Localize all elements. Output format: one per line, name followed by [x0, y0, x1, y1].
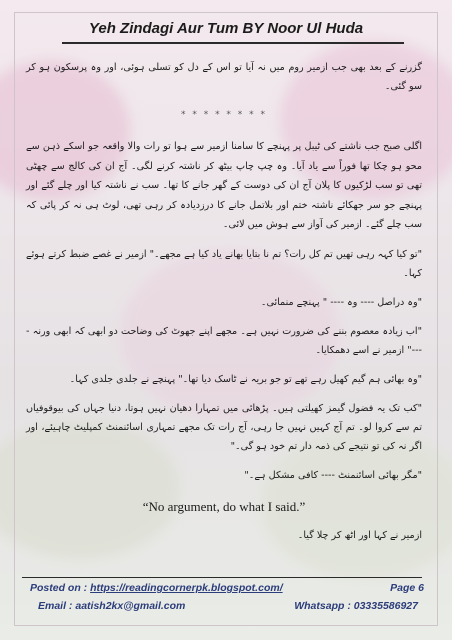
email-label: Email :	[38, 600, 73, 612]
footer-rule	[22, 577, 422, 578]
paragraph: "مگر بھائی اسائنمنٹ ---- کافی مشکل ہے۔"	[244, 469, 422, 481]
paragraph: "کب تک یہ فضول گیمز کھیلتی ہیں۔ پڑھائی میں تمہارا دھیان نہیں ہوتا، دنیا جہاں کی بیوقوفیاں تم سے کروا لو۔ تم آج کہیں نہیں جا رہی، آج رات تک مجھے تمہاری اسائنمنٹ کمپلیٹ چاہیئے، اور اگر نہ کی تو نتیجے کی ذمہ دار تم خود ہو گی۔"	[26, 402, 422, 452]
posted-on	[30, 582, 283, 594]
paragraph: "وہ بھائی ہم گیم کھیل رہے تھے تو جو بریہ نے ٹاسک دیا تھا۔" پہنچے نے جلدی جلدی کہا۔	[69, 373, 422, 385]
paragraph: گزرنے کے بعد بھی جب ازمیر روم میں نہ آیا تو اس کے دل کو تسلی ہوئی، اور وہ پرسکون ہو کر سو گئی۔	[26, 62, 422, 92]
scene-divider: * * * * * * * *	[180, 110, 268, 120]
whatsapp-block	[294, 600, 418, 612]
header-rule	[62, 42, 404, 44]
closing-line: ازمیر نے کہا اور اٹھ کر چلا گیا۔	[297, 529, 422, 541]
email-link[interactable]: aatish2kx@gmail.com	[75, 600, 186, 612]
whatsapp-number[interactable]: 03335586927	[353, 600, 418, 612]
paragraph: "اب زیادہ معصوم بننے کی ضرورت نہیں ہے۔ مجھے اپنے جھوٹ کی وضاحت دو ابھی کہ ابھی ورنہ ----" ازمیر نے اسے دھمکایا۔	[26, 325, 422, 356]
novel-text	[26, 58, 422, 555]
blog-link[interactable]: https://readingcornerpk.blogspot.com/	[90, 582, 283, 594]
whatsapp-label: Whatsapp :	[294, 600, 351, 612]
email-block	[38, 600, 185, 612]
posted-label: Posted on :	[30, 582, 88, 594]
paragraph: "وہ دراصل ---- وہ ---- " پہنچے منمائی۔	[260, 296, 422, 308]
english-quote: “No argument, do what I said.”	[142, 498, 306, 514]
page-title: Yeh Zindagi Aur Tum BY Noor Ul Huda	[88, 20, 364, 37]
paragraph: اگلی صبح جب ناشتے کی ٹیبل پر پہنچے کا سامنا ازمیر سے ہوا تو رات والا واقعہ جو اسکے ذہن سے محو ہو چکا تھا فوراً سے یاد آیا۔ وہ چپ چاپ بیٹھ کر ناشتہ کرنے لگی۔ آج ان کی کالج سے چھٹی تھی تو سب لڑکیوں کا پلان آج ان کی دوست کے گھر جانے کا تھا۔ سب نے ناشتہ کیا اور چلے گئے اور پہنچے جو سر جھکائے ناشتہ ختم اور بلاتمل جانے کا درزدیادہ کر رہی تھی، لوٹ ہی نہ کر پائی کہ سب چلے گئے۔ ازمیر کی آواز سے ہوش میں لائی۔	[26, 141, 422, 230]
page-number: Page 6	[390, 582, 424, 594]
paragraph: "تو کیا کہہ رہی تھیں تم کل رات؟ تم نا بتایا بھانے یاد کیا ہے مجھے۔" ازمیر نے غصے ضبط کرتے ہوئے کہا۔	[26, 248, 422, 279]
